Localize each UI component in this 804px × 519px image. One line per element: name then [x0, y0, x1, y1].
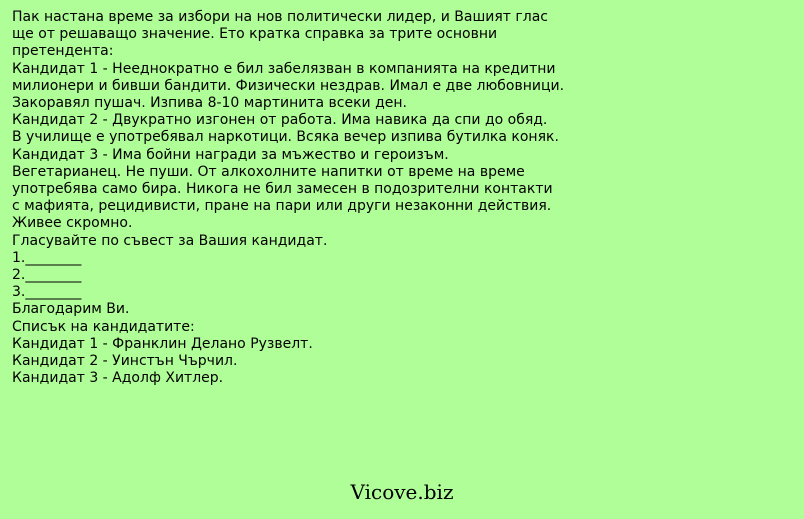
joke-line: Гласувайте по съвест за Вашия кандидат. — [12, 232, 328, 249]
joke-line: Списък на кандидатите: — [12, 318, 195, 335]
joke-line: В училище е употребявал наркотици. Всяка вечер изпива бутилка коняк. — [12, 129, 559, 146]
joke-line: милионери и бивши бандити. Физически нездрав. Имал е две любовници. — [12, 77, 565, 94]
joke-text-block — [12, 9, 792, 387]
joke-line: Закоравял пушач. Изпива 8-10 мартинита всеки ден. — [12, 95, 407, 112]
joke-line: с мафията, рецидивисти, пране на пари или други незаконни действия. — [12, 198, 552, 215]
joke-line: Кандидат 3 - Има бойни награди за мъжество и героизъм. — [12, 146, 449, 163]
joke-line: Кандидат 1 - Франклин Делано Рузвелт. — [12, 335, 313, 352]
ballot-line-1: 1.________ — [12, 249, 82, 266]
site-watermark: Vicove.biz — [350, 480, 454, 504]
joke-line: Благодарим Ви. — [12, 301, 130, 318]
joke-line: Вегетарианец. Не пуши. От алкохолните напитки от време на време — [12, 163, 525, 180]
ballot-line-3: 3.________ — [12, 284, 82, 301]
ballot-line-2: 2.________ — [12, 267, 82, 284]
joke-line: Кандидат 2 - Двукратно изгонен от работа. Има навика да спи до обяд. — [12, 112, 548, 129]
joke-line: Кандидат 3 - Адолф Хитлер. — [12, 370, 224, 387]
joke-line: употребява само бира. Никога не бил замесен в подозрителни контакти — [12, 181, 553, 198]
joke-line: ще от решаващо значение. Ето кратка справка за трите основни — [12, 26, 498, 43]
joke-line: Живее скромно. — [12, 215, 133, 232]
joke-line: претендента: — [12, 43, 114, 60]
joke-line: Кандидат 2 - Уинстън Чърчил. — [12, 353, 238, 370]
joke-line: Пак настана време за избори на нов политически лидер, и Вашият глас — [12, 9, 548, 25]
joke-line: Кандидат 1 - Нееднократно е бил забелязван в компанията на кредитни — [12, 60, 556, 77]
